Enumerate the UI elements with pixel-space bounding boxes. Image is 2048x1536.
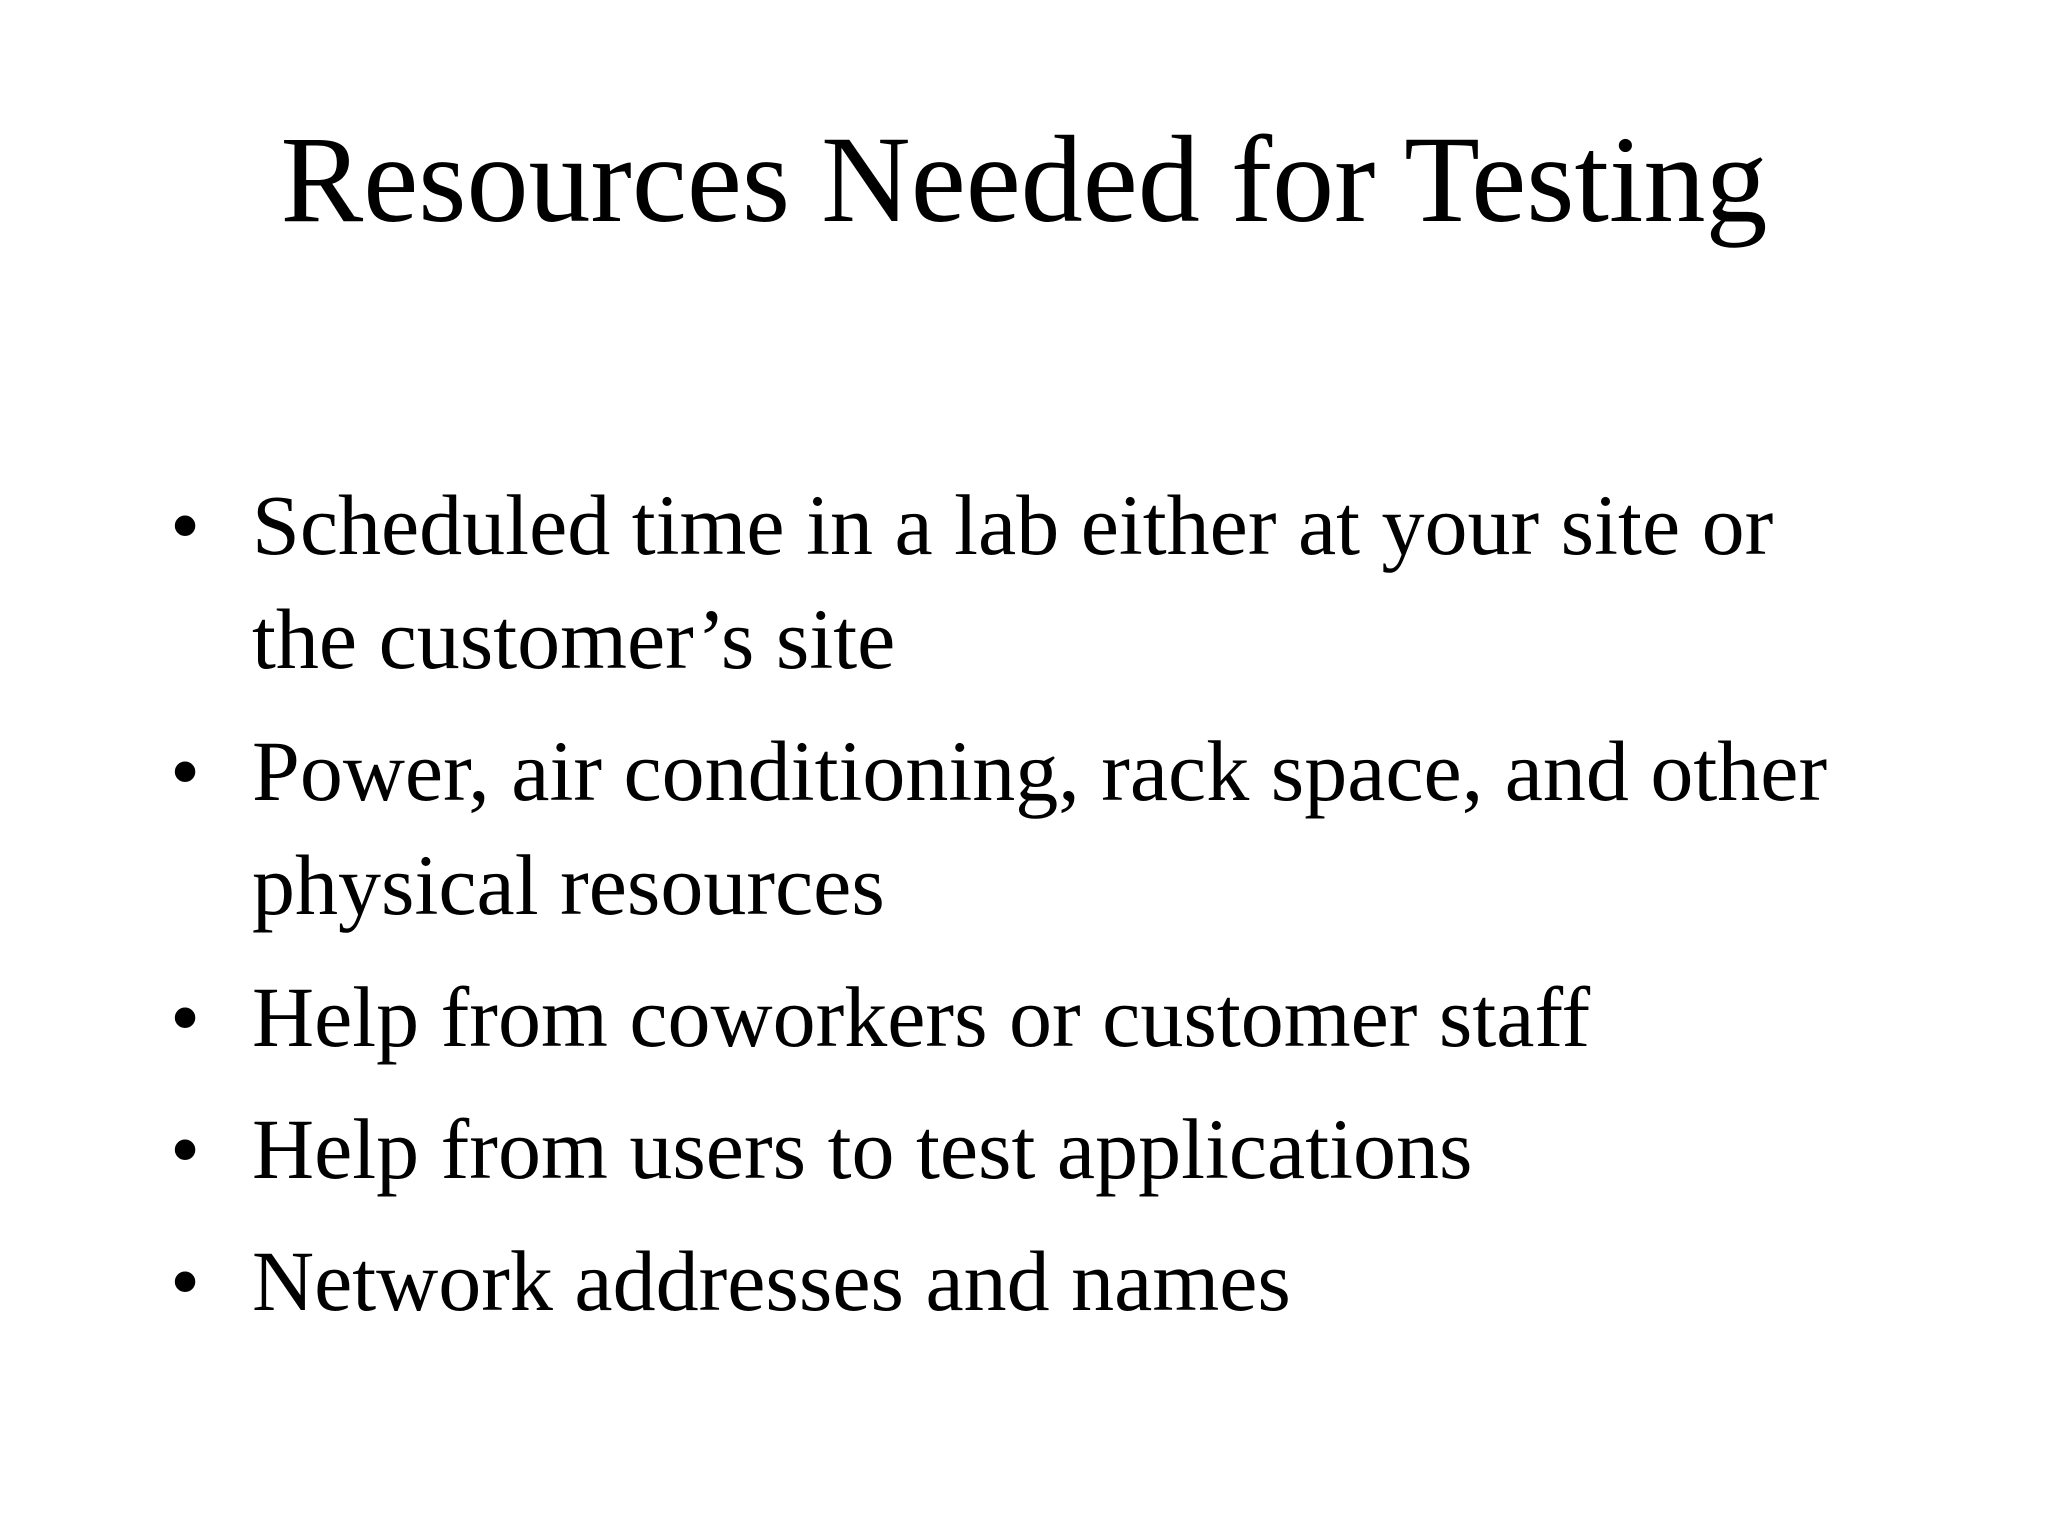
bullet-list	[170, 468, 1890, 1356]
bullet-item	[170, 468, 1890, 696]
bullet-text: Help from users to test applications	[252, 1101, 1473, 1197]
bullet-marker: •	[170, 969, 201, 1065]
bullet-text: Scheduled time in a lab either at your site or the customer’s site	[252, 477, 1774, 687]
slide-title: Resources Needed for Testing	[280, 111, 1768, 248]
bullet-item	[170, 960, 1890, 1074]
bullet-text: Help from coworkers or customer staff	[252, 969, 1591, 1065]
bullet-text: Network addresses and names	[252, 1233, 1291, 1329]
bullet-item	[170, 1092, 1890, 1206]
bullet-text: Power, air conditioning, rack space, and other physical resources	[252, 723, 1828, 933]
bullet-marker: •	[170, 1233, 201, 1329]
bullet-marker: •	[170, 723, 201, 819]
bullet-marker: •	[170, 477, 201, 573]
bullet-marker: •	[170, 1101, 201, 1197]
bullet-item	[170, 1224, 1890, 1338]
bullet-item	[170, 714, 1890, 942]
